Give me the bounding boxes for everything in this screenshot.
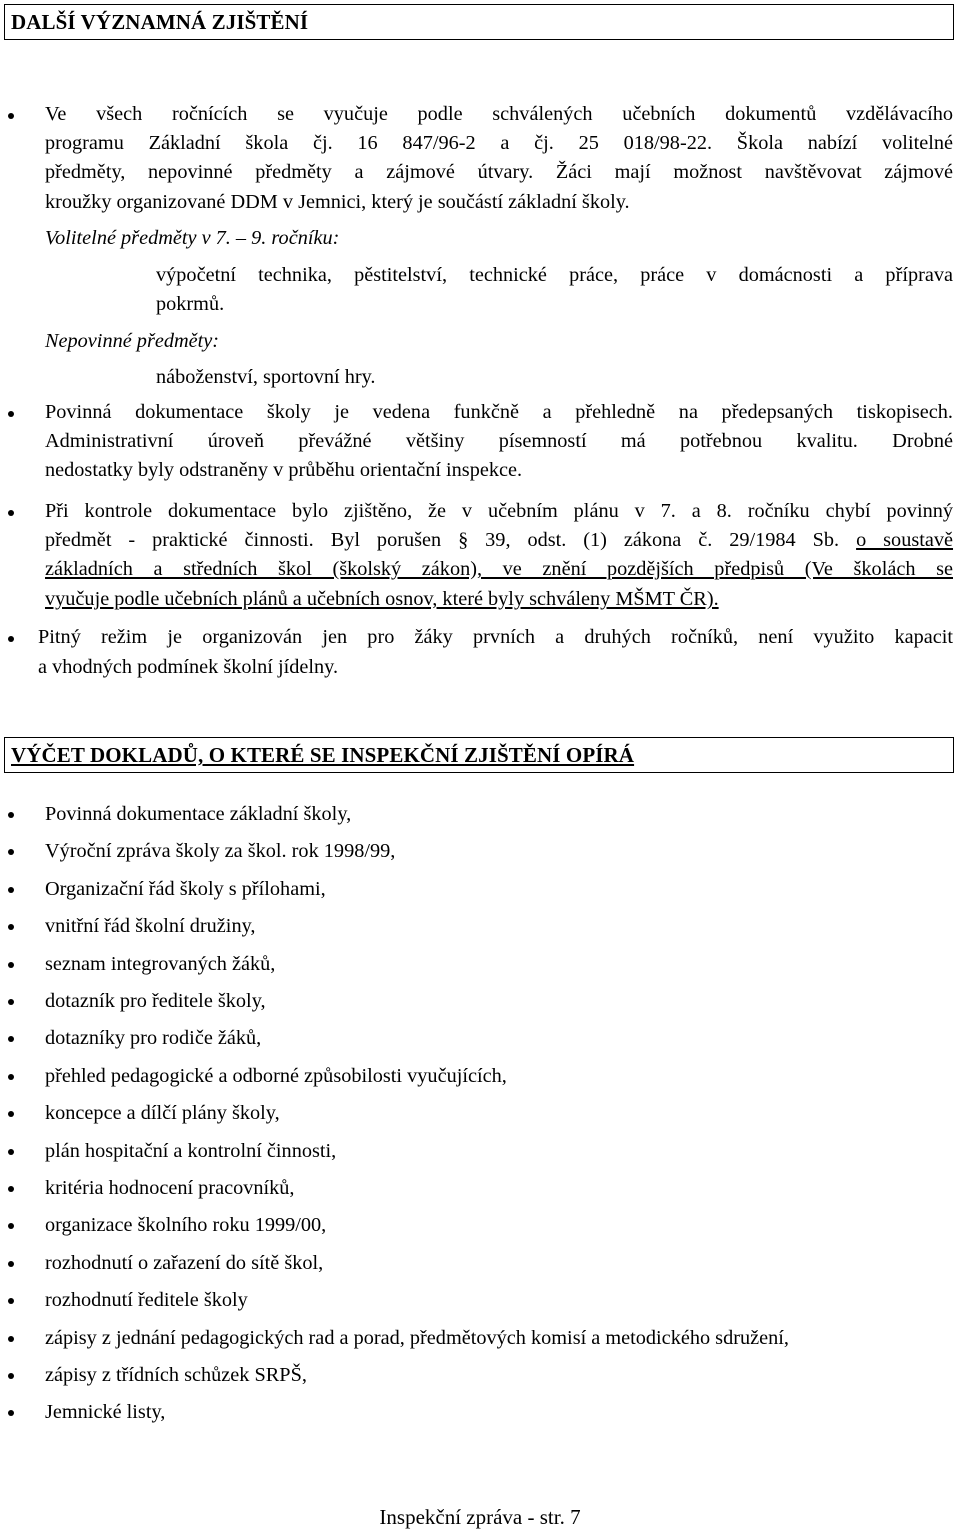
list-item-text: plán hospitační a kontrolní činnosti,	[45, 1139, 337, 1162]
list-item-text: seznam integrovaných žáků,	[45, 952, 276, 975]
list-item-text: Povinná dokumentace základní školy,	[45, 803, 352, 825]
list-item	[0, 1211, 960, 1241]
text-line: nedostatky byly odstraněny v průběhu orientační inspekce.	[45, 459, 523, 481]
text-line: vyučuje podle učebních plánů a učebních osnov, které byly schváleny MŠMT ČR).	[45, 588, 719, 610]
text-line: předměty, nepovinné předměty a zájmové útvary. Žáci mají možnost navštěvovat zájmové	[45, 161, 953, 183]
text-line: programu Základní škola čj. 16 847/96-2 a čj. 25 018/98-22. Škola nabízí volitelné	[45, 132, 953, 154]
bullet-dot	[8, 1410, 14, 1416]
list-item-text: rozhodnutí ředitele školy	[45, 1289, 248, 1312]
list-item	[0, 837, 960, 867]
list-item-text: Jemnické listy,	[45, 1401, 166, 1424]
list-item	[0, 1062, 960, 1092]
list-item	[0, 875, 960, 905]
text-line: Pitný režim je organizován jen pro žáky prvních a druhých ročníků, není využito kapacit	[38, 626, 953, 648]
list-item-text: dotazníky pro rodiče žáků,	[45, 1027, 262, 1050]
list-item	[0, 800, 960, 830]
list-item-text: dotazník pro ředitele školy,	[45, 990, 266, 1012]
list-item-text: přehled pedagogické a odborné způsobilosti vyučujících,	[45, 1064, 507, 1087]
bullet-dot	[8, 113, 14, 119]
bullet-dot	[8, 999, 14, 1005]
list-item	[0, 912, 960, 942]
list-item-text: organizace školního roku 1999/00,	[45, 1214, 327, 1237]
list-item	[0, 1398, 960, 1428]
bullet-dot	[8, 924, 14, 930]
list-item-text: koncepce a dílčí plány školy,	[45, 1102, 280, 1125]
section-title-dalsi-zjisteni: DALŠÍ VÝZNAMNÁ ZJIŠTĚNÍ	[4, 4, 954, 40]
optional-subjects-label: Nepovinné předměty:	[45, 330, 220, 352]
bullet-dot	[8, 1111, 14, 1117]
bullet-dot	[8, 1373, 14, 1379]
optional-subjects-list: náboženství, sportovní hry.	[156, 366, 376, 388]
page-footer: Inspekční zpráva - str. 7	[379, 1505, 581, 1529]
list-item-text: vnitřní řád školní družiny,	[45, 915, 256, 938]
elective-subjects-label: Volitelné předměty v 7. – 9. ročníku:	[45, 227, 340, 249]
list-item	[0, 1099, 960, 1129]
text-line: Při kontrole dokumentace bylo zjištěno, že v učebním plánu v 7. a 8. ročníku chybí povinný	[45, 500, 953, 522]
bullet-dot	[8, 812, 14, 818]
list-item-text: zápisy z třídních schůzek SRPŠ,	[45, 1364, 307, 1386]
bullet-dot	[8, 411, 14, 417]
bullet-dot	[8, 1223, 14, 1229]
elective-subjects-list: výpočetní technika, pěstitelství, technické práce, práce v domácnosti a příprava	[156, 264, 953, 286]
bullet-dot	[8, 1149, 14, 1155]
list-item	[0, 1137, 960, 1167]
text-line: předmět - praktické činnosti. Byl porušen § 39, odst. (1) zákona č. 29/1984 Sb. o soustavě	[45, 529, 954, 551]
text-line: Administrativní úroveň převážné většiny písemností má potřebnou kvalitu. Drobné	[45, 430, 953, 452]
list-item-text: kritéria hodnocení pracovníků,	[45, 1177, 295, 1199]
text-line: kroužky organizované DDM v Jemnici, který je součástí základní školy.	[45, 191, 630, 213]
bullet-dot	[8, 1261, 14, 1267]
list-item-text: Organizační řád školy s přílohami,	[45, 877, 326, 900]
list-item-text: rozhodnutí o zařazení do sítě škol,	[45, 1251, 324, 1274]
bullet-dot	[8, 849, 14, 855]
list-item	[0, 1361, 960, 1391]
text-line: Povinná dokumentace školy je vedena funkčně a přehledně na předepsaných tiskopisech.	[45, 401, 953, 423]
bullet-dot	[8, 1036, 14, 1042]
bullet-dot	[8, 1074, 14, 1080]
list-item	[0, 1024, 960, 1054]
bullet-dot	[8, 1336, 14, 1342]
bullet-dot	[8, 510, 14, 516]
bullet-dot	[8, 1298, 14, 1304]
bullet-dot	[8, 962, 14, 968]
list-item	[0, 950, 960, 980]
text-line: Ve všech ročnících se vyučuje podle schválených učebních dokumentů vzdělávacího	[45, 103, 953, 125]
elective-subjects-list-cont: pokrmů.	[156, 293, 225, 315]
list-item	[0, 987, 960, 1017]
section-title-vycet-dokladu: VÝČET DOKLADŮ, O KTERÉ SE INSPEKČNÍ ZJIŠTĚNÍ OPÍRÁ	[4, 737, 954, 773]
list-item-text: zápisy z jednání pedagogických rad a porad, předmětových komisí a metodického sdružení,	[45, 1326, 789, 1349]
list-item	[0, 1174, 960, 1204]
list-item-text: Výroční zpráva školy za škol. rok 1998/99,	[45, 840, 396, 863]
list-item	[0, 1324, 960, 1354]
bullet-dot	[8, 636, 14, 642]
text-line: základních a středních škol (školský zákon), ve znění pozdějších předpisů (Ve školách se	[45, 558, 953, 580]
bullet-dot	[8, 1186, 14, 1192]
list-item	[0, 1286, 960, 1316]
list-item	[0, 1249, 960, 1279]
bullet-dot	[8, 887, 14, 893]
text-line: a vhodných podmínek školní jídelny.	[38, 656, 339, 678]
